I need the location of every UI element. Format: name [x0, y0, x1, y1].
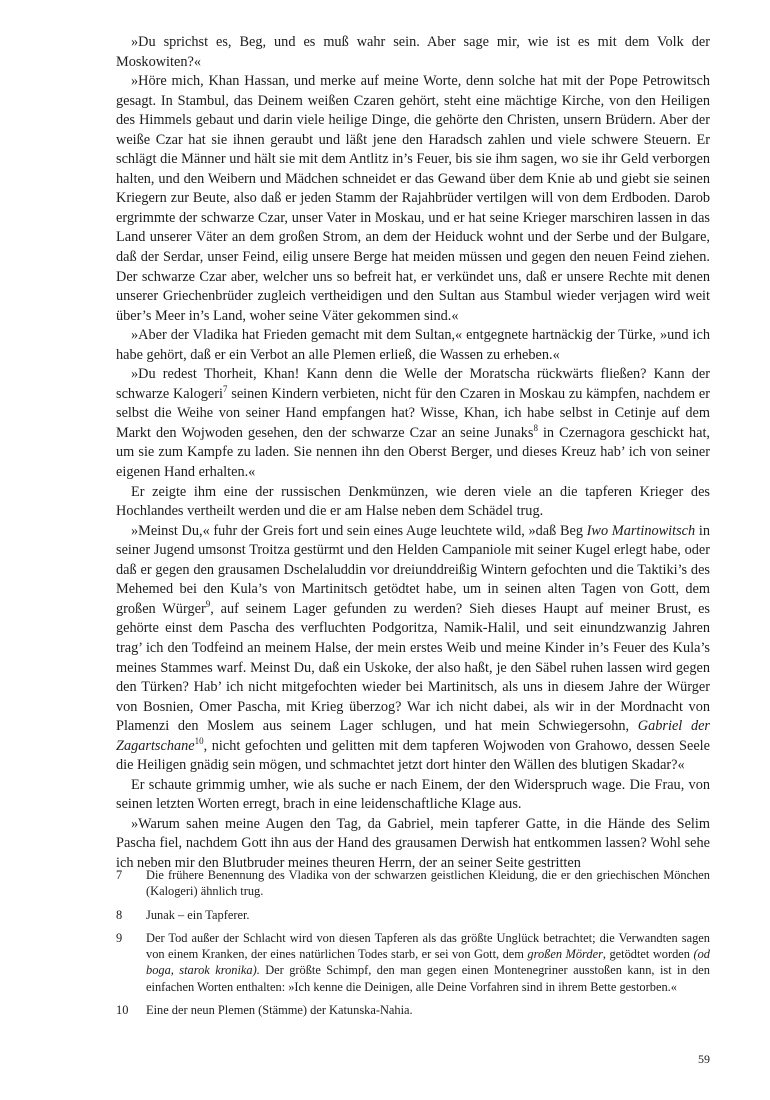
footnotes: [116, 867, 710, 1025]
footnote-ref: 8: [533, 423, 538, 434]
paragraph: »Du sprichst es, Beg, und es muß wahr sein. Aber sage mir, wie ist es mit dem Volk der Moskowiten?«: [116, 34, 710, 70]
footnote-text: Eine der neun Plemen (Stämme) der Katunska-Nahia.: [146, 1003, 413, 1018]
footnote-text: Der Tod außer der Schlacht wird von diesen Tapferen als das größte Unglück betrachtet; die Verwandten sagen von einem Kranken, der eines natürlichen Todes starb, er sei von Gott, dem großen Mörder, getödtet worden (od boga, starok kronika). Der größte Schimpf, den man gegen einen Montenegriner ausstoßen kann, ist in den einfachen Worten enthalten: »Ich kenne die Deinigen, alle Deine Vorfahren sind in ihrem Bette gestorben.«: [146, 930, 710, 994]
footnote-ref: 9: [205, 599, 211, 610]
footnote-text: Junak – ein Tapferer.: [146, 907, 250, 922]
footnote-number: 7: [116, 868, 123, 882]
footnote: [116, 930, 710, 995]
footnote-number: 9: [116, 930, 123, 945]
footnote: [116, 1002, 710, 1018]
footnote: [116, 867, 710, 900]
paragraph: »Höre mich, Khan Hassan, und merke auf meine Worte, denn solche hat mit der Pope Petrowitsch gesagt. In Stambul, das Deinem weißen Czaren gehört, steht eine mächtige Kirche, von den Heiligen des Himmels gebaut und darin viele heilige Dinge, die gehörte den Christen, unsern Brüdern. Aber der weiße Czar hat sie ihnen geraubt und läßt jene den Haradsch zahlen und viele schwere Steuern. Er schlägt die Männer und hält sie mit dem Antlitz in’s Feuer, bis sie ihm sagen, wo sie ihr Geld verborgen halten, und den Weibern und Mädchen schneidet er das Gewand über dem Knie ab und giebt sie seinen Kriegern zur Beute, also daß er jeden Stamm der Rajahbrüder vertilgen will von dem Erdboden. Darob ergrimmte der schwarze Czar, unser Vater in Moskau, und er hat seine Krieger marschiren lassen in das Land unserer Väter an dem großen Strom, an dem der Heiduck wohnt und der Serbe und der Bulgare, daß der Serdar, unser Feind, eilig unsere Berge hat meiden müssen und gegen den neuen Feind ziehen. Der schwarze Czar aber, welcher uns so befreit hat, er verkündet uns, daß er unsere Rechte mit denen unserer Griechenbrüder zugleich vertheidigen und den Sultan aus Stambul wieder verjagen wird weit über’s Meer in’s Land, woher seine Väter gekommen sind.«: [116, 73, 710, 324]
main-text: [116, 33, 710, 874]
footnote: [116, 907, 710, 923]
paragraph: Er zeigte ihm eine der russischen Denkmünzen, wie deren viele an die tapferen Krieger des Hochlandes vertheilt werden und die er am Halse neben dem Schädel trug.: [116, 483, 710, 520]
paragraph: »Aber der Vladika hat Frieden gemacht mit dem Sultan,« entgegnete hartnäckig der Türke, »und ich habe gehört, daß er ein Verbot an alle Plemen erließ, die Wassen zu erheben.«: [116, 327, 710, 363]
paragraph: »Du redest Thorheit, Khan! Kann denn die Welle der Moratscha rückwärts fließen? Kann der schwarze Kalogeri$^7$ seinen Kindern verbieten, nicht für den Czaren in Moskau zu kämpfen, nachdem er selbst die Weihe von seiner Hand empfangen hat? Wisse, Khan, ich habe selbst in Cetinje auf dem Markt den Wojwoden gesehen, den der schwarze Czar an seine Junaks$^8$ in Czernagora geschickt hat, um sie zum Kampfe zu laden. Sie nennen ihn den Oberst Berger, und dieses Kreuz hab’ ich von seiner eigenen Hand erhalten.«: [116, 366, 711, 481]
footnote-text: Die frühere Benennung des Vladika von der schwarzen geistlichen Kleidung, die er den griechischen Mönchen (Kalogeri) ähnlich trug.: [146, 868, 710, 899]
footnote-number: 10: [116, 1003, 129, 1018]
page-number: 59: [698, 1052, 710, 1066]
footnote-ref: 10: [194, 735, 204, 746]
footnote-ref: 7: [222, 384, 228, 395]
footnote-number: 8: [116, 907, 123, 922]
paragraph: »Meinst Du,« fuhr der Greis fort und sein eines Auge leuchtete wild, »daß Beg Iwo Martinowitsch in seiner Jugend umsonst Troitza gestürmt und den Helden Campaniole mit seiner Kugel erlegt habe, oder daß er gegen den grausamen Dschelaluddin vor dreiunddreißig Wintern gefochten und die Taktiki’s des Mehemed bei den Kula’s von Martinitsch getödtet habe, um in seinen alten Tagen von Gott, dem großen Würger$^9$, auf seinem Lager gefunden zu werden? Sieh dieses Haupt auf meiner Brust, es gehörte einst dem Pascha des verfluchten Podgoritza, Namik-Halil, und seit einundzwanzig Jahren trag’ ich den Todfeind an meinem Halse, der mein erstes Weib und meine Kinder in’s Feuer des Kula’s meines Stammes warf. Meinst Du, daß ein Uskoke, der also haßt, je den Säbel ruhen lassen wird gegen den Türken? Hab’ ich nicht mitgefochten wieder bei Martinitsch, als uns in diesem Jahre der Würger von Bosnien, Omer Pascha, mit Krieg überzog? War ich nicht dabei, als wir in der Mordnacht von Plamenzi den Moslem aus seinem Lager schlugen, und hat mein Schwiegersohn, Gabriel der Zagartschane$^{10}$, nicht gefochten und gelitten mit dem tapferen Wojwoden von Grahowo, dessen Seele die Heiligen gnädig sein mögen, und schmachtet jetzt dort hinter den Wällen des blutigen Skadar?«: [116, 522, 711, 774]
paragraph: Er schaute grimmig umher, wie als suche er nach Einem, der den Widerspruch wage. Die Frau, von seinen letzten Worten erregt, brach in eine leidenschaftliche Klage aus.: [116, 776, 710, 813]
paragraph: »Warum sahen meine Augen den Tag, da Gabriel, mein tapferer Gatte, in die Hände des Selim Pascha fiel, nachdem Gott ihn aus der Hand des grausamen Derwish hat entkommen lassen? Wohl sehe ich neben mir den Blutbruder meines theuren Herrn, der an seiner Seite gestritten: [116, 815, 710, 871]
